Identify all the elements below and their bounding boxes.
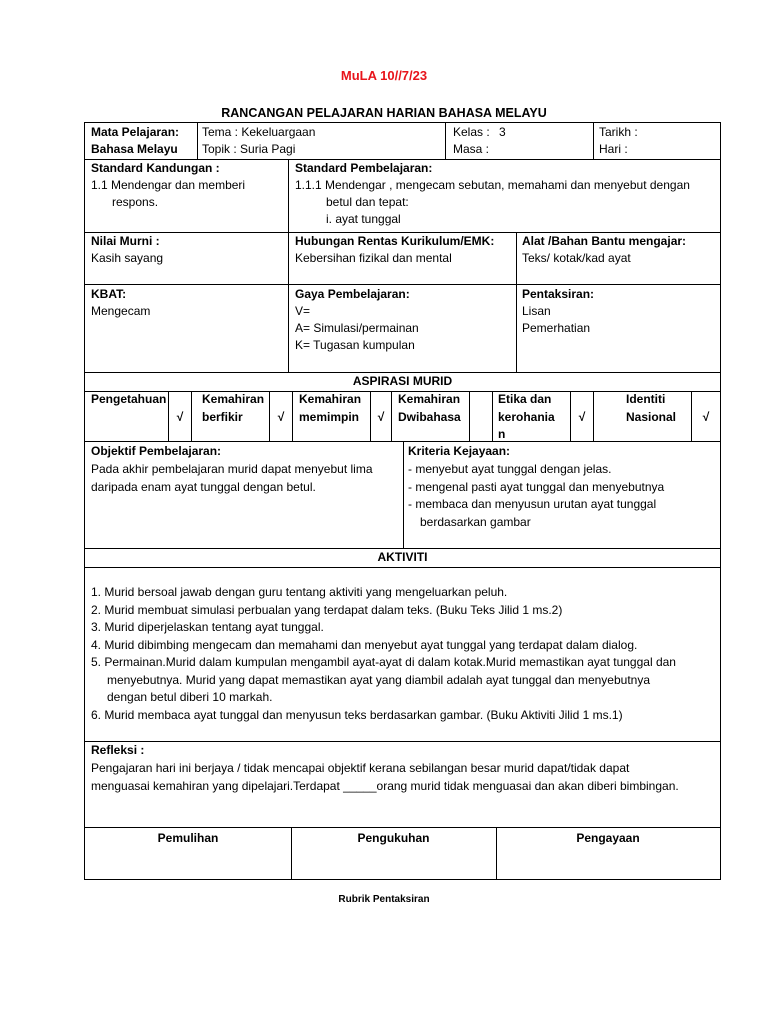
kbat-value: Mengecam — [91, 304, 151, 318]
lesson-plan-table — [84, 122, 721, 880]
nilai-murni-label: Nilai Murni : — [91, 234, 160, 248]
gaya-kinestetik: K= Tugasan kumpulan — [295, 338, 415, 352]
aspirasi-berfikir: berfikir — [202, 410, 243, 424]
mata-pelajaran-label: Mata Pelajaran: — [91, 125, 180, 139]
objektif-line: daripada enam ayat tunggal dengan betul. — [91, 480, 316, 494]
gaya-auditori: A= Simulasi/permainan — [295, 321, 419, 335]
pengayaan-heading: Pengayaan — [576, 831, 640, 845]
hari-field: Hari : — [599, 142, 628, 156]
kriteria-item: - membaca dan menyusun urutan ayat tunggal — [408, 497, 657, 511]
aktiviti-item: 6. Murid membaca ayat tunggal dan menyusun teks berdasarkan gambar. (Buku Aktiviti Jilid 1 ms.1) — [91, 708, 623, 722]
standard-kandungan-label: Standard Kandungan : — [91, 161, 220, 175]
aspirasi-etika: Etika dan — [498, 392, 552, 406]
aspirasi-dwibahasa: Dwibahasa — [398, 410, 461, 424]
alat-bahan-label: Alat /Bahan Bantu mengajar: — [522, 234, 687, 248]
kelas-label: Kelas : — [453, 125, 490, 139]
aspirasi-pengetahuan: Pengetahuan — [91, 392, 167, 406]
aspirasi-identiti: Nasional — [626, 410, 677, 424]
tema-field: Tema : Kekeluargaan — [202, 125, 316, 139]
objektif-label: Objektif Pembelajaran: — [91, 444, 222, 458]
gaya-pembelajaran-label: Gaya Pembelajaran: — [295, 287, 410, 301]
kelas-value: 3 — [499, 125, 506, 139]
topik-field: Topik : Suria Pagi — [202, 142, 296, 156]
check-mark: √ — [277, 410, 285, 424]
check-mark: √ — [702, 410, 710, 424]
tarikh-field: Tarikh : — [599, 125, 638, 139]
aspirasi-memimpin: memimpin — [299, 410, 360, 424]
pemulihan-heading: Pemulihan — [157, 831, 219, 845]
kbat-label: KBAT: — [91, 287, 127, 301]
mata-pelajaran-value: Bahasa Melayu — [91, 142, 178, 156]
pentaksiran-label: Pentaksiran: — [522, 287, 595, 301]
check-mark: √ — [578, 410, 586, 424]
standard-pembelajaran-line: i. ayat tunggal — [326, 212, 401, 226]
aspirasi-dwibahasa: Kemahiran — [398, 392, 461, 406]
aktiviti-item: menyebutnya. Murid yang dapat memastikan ayat yang diambil adalah ayat tunggal dan menyebutnya — [107, 673, 651, 687]
aktiviti-item: 5. Permainan.Murid dalam kumpulan mengambil ayat-ayat di dalam kotak.Murid memastikan ayat tunggal dan — [91, 655, 676, 669]
refleksi-label: Refleksi : — [91, 743, 145, 757]
page-title: RANCANGAN PELAJARAN HARIAN BAHASA MELAYU — [221, 106, 547, 120]
aspirasi-etika: n — [498, 427, 506, 441]
rubrik-pentaksiran-caption: Rubrik Pentaksiran — [338, 894, 430, 905]
objektif-line: Pada akhir pembelajaran murid dapat menyebut lima — [91, 462, 373, 476]
gaya-visual: V= — [295, 304, 311, 318]
nilai-murni-value: Kasih sayang — [91, 251, 164, 265]
pentaksiran-item: Pemerhatian — [522, 321, 591, 335]
kriteria-item: - mengenal pasti ayat tunggal dan menyebutnya — [408, 480, 665, 494]
aktiviti-item: dengan betul diberi 10 markah. — [107, 690, 273, 704]
kriteria-item: berdasarkan gambar — [420, 515, 531, 529]
aktiviti-item: 1. Murid bersoal jawab dengan guru tentang aktiviti yang mengeluarkan peluh. — [91, 585, 508, 599]
hubungan-rentas-label: Hubungan Rentas Kurikulum/EMK: — [295, 234, 495, 248]
check-mark: √ — [176, 410, 184, 424]
pentaksiran-item: Lisan — [522, 304, 551, 318]
standard-pembelajaran-label: Standard Pembelajaran: — [295, 161, 433, 175]
refleksi-line: Pengajaran hari ini berjaya / tidak mencapai objektif kerana sebilangan besar murid dapat/tidak dapat — [91, 761, 630, 775]
standard-kandungan-line: respons. — [112, 195, 159, 209]
aspirasi-berfikir: Kemahiran — [202, 392, 265, 406]
standard-kandungan-line: 1.1 Mendengar dan memberi — [91, 178, 246, 192]
alat-bahan-value: Teks/ kotak/kad ayat — [522, 251, 631, 265]
aktiviti-item: 3. Murid diperjelaskan tentang ayat tunggal. — [91, 620, 324, 634]
kriteria-kejayaan-label: Kriteria Kejayaan: — [408, 444, 511, 458]
aktiviti-item: 4. Murid dibimbing mengecam dan memahami dan menyebut ayat tunggal yang terdapat dalam dialog. — [91, 638, 638, 652]
mula-date-note: MuLA 10//7/23 — [340, 68, 428, 83]
aktiviti-title: AKTIVITI — [377, 550, 428, 564]
standard-pembelajaran-line: betul dan tepat: — [326, 195, 409, 209]
aspirasi-identiti: Identiti — [626, 392, 666, 406]
pengukuhan-heading: Pengukuhan — [357, 831, 430, 845]
standard-pembelajaran-line: 1.1.1 Mendengar , mengecam sebutan, memahami dan menyebut dengan — [295, 178, 690, 192]
aktiviti-item: 2. Murid membuat simulasi perbualan yang terdapat dalam teks. (Buku Teks Jilid 1 ms.2) — [91, 603, 563, 617]
hubungan-rentas-value: Kebersihan fizikal dan mental — [295, 251, 452, 265]
aspirasi-memimpin: Kemahiran — [299, 392, 362, 406]
aspirasi-murid-title: ASPIRASI MURID — [352, 374, 453, 388]
aspirasi-etika: kerohania — [498, 410, 555, 424]
refleksi-line: menguasai kemahiran yang dipelajari.Terdapat _____orang murid tidak menguasai dan akan diberi bimbingan. — [91, 779, 679, 793]
kriteria-item: - menyebut ayat tunggal dengan jelas. — [408, 462, 612, 476]
masa-field: Masa : — [453, 142, 490, 156]
check-mark: √ — [377, 410, 385, 424]
